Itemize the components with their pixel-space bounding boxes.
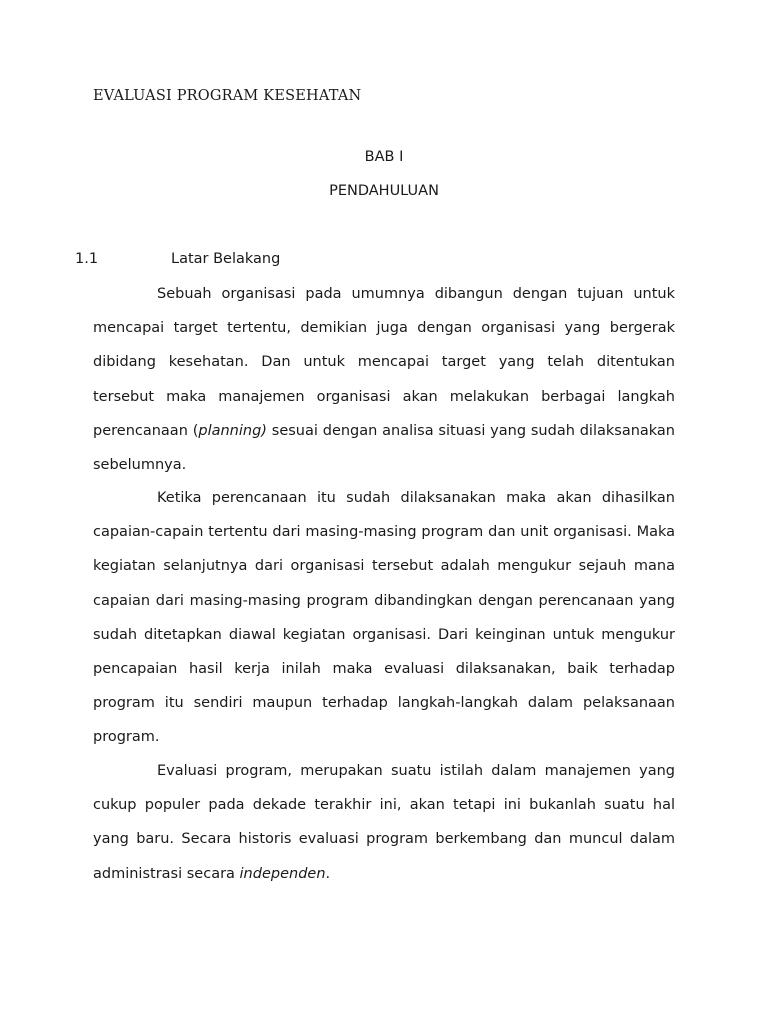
paragraph-1-text-end: sesuai dengan analisa situasi yang sudah dilaksanakan sebelumnya.: [93, 422, 675, 474]
section-number: 1.1: [75, 251, 99, 267]
document-title: EVALUASI PROGRAM KESEHATAN: [93, 88, 362, 104]
paragraph-1: [93, 277, 675, 482]
chapter-number: BAB I: [364, 149, 404, 165]
paragraph-3-text-end: .: [325, 865, 331, 882]
paragraph-3: [93, 754, 675, 891]
chapter-title: PENDAHULUAN: [329, 183, 439, 199]
paragraph-3-text: Evaluasi program, merupakan suatu istilah dalam manajemen yang cukup populer pada dekade terakhir ini, akan tetapi ini bukanlah suatu hal yang baru. Secara historis evaluasi program berkembang dan muncul dalam administrasi secara: [93, 763, 675, 882]
section-title: Latar Belakang: [171, 251, 281, 267]
paragraph-1-text: Sebuah organisasi pada umumnya dibangun dengan tujuan untuk mencapai target tertentu, demikian juga dengan organisasi yang bergerak dibidang kesehatan. Dan untuk mencapai target yang telah ditentukan tersebut maka manajemen organisasi akan melakukan berbagai langkah perencanaan (: [93, 286, 675, 439]
paragraph-1-italic-term: planning): [198, 422, 267, 439]
paragraph-2: Ketika perencanaan itu sudah dilaksanakan maka akan dihasilkan capaian-capain tertentu dari masing-masing program dan unit organisasi. Maka kegiatan selanjutnya dari organisasi tersebut adalah mengukur sejauh mana capaian dari masing-masing program dibandingkan dengan perencanaan yang sudah ditetapkan diawal kegiatan organisasi. Dari keinginan untuk mengukur pencapaian hasil kerja inilah maka evaluasi dilaksanakan, baik terhadap program itu sendiri maupun terhadap langkah-langkah dalam pelaksanaan program.: [93, 490, 675, 746]
paragraph-3-italic-term: independen: [239, 865, 326, 882]
